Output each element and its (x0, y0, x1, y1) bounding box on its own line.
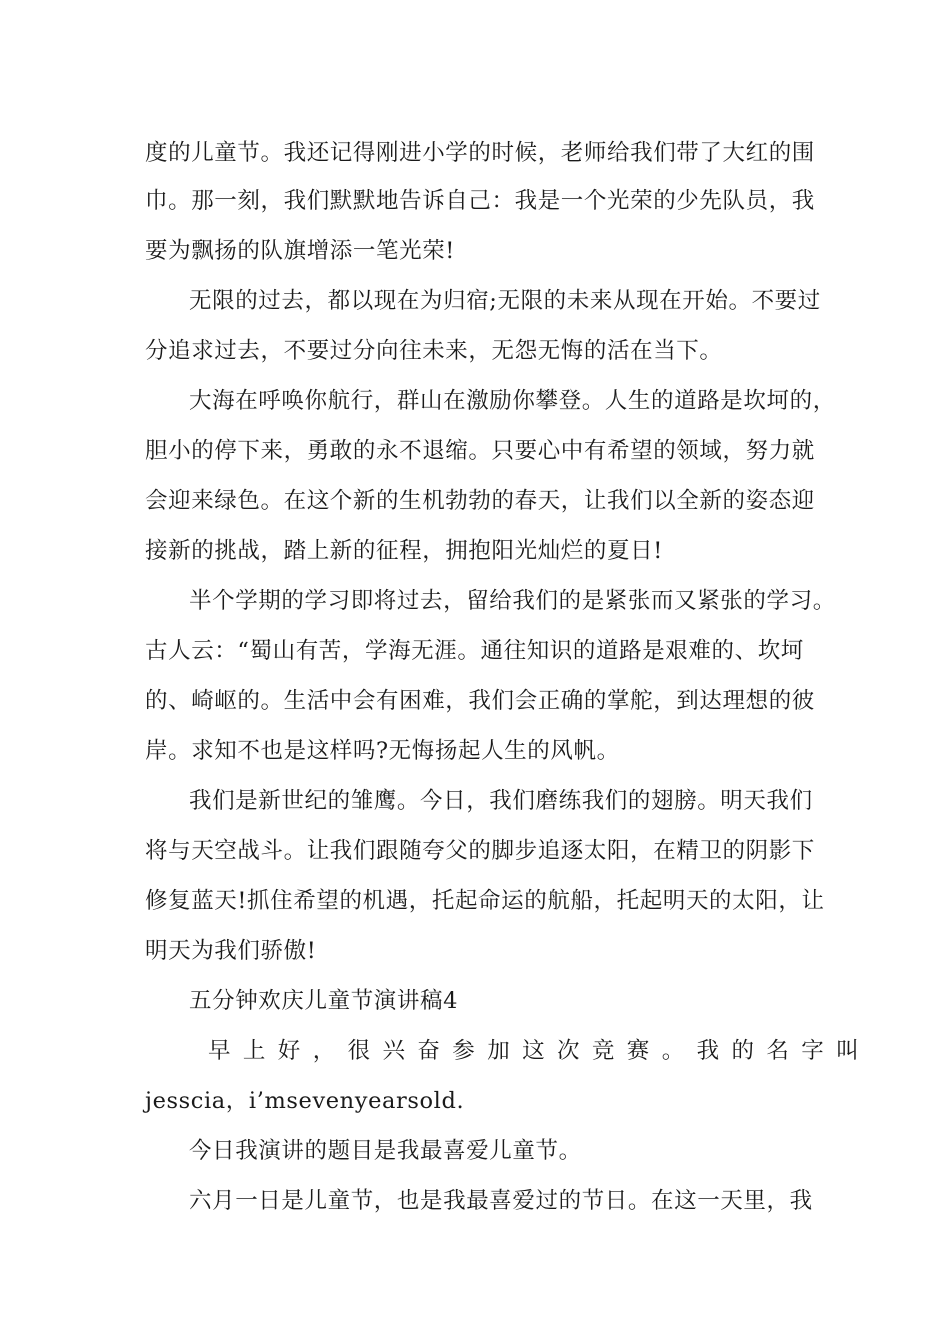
text-line: 分追求过去，不要过分向往未来，无怨无悔的活在当下。 (145, 338, 723, 364)
text-line: 的、崎岖的。生活中会有困难，我们会正确的掌舵，到达理想的彼 (145, 688, 815, 714)
text-line: 修复蓝天!抓住希望的机遇，托起命运的航船，托起明天的太阳，让 (145, 888, 825, 914)
text-line: 大海在呼唤你航行，群山在激励你攀登。人生的道路是坎坷的， (189, 388, 836, 414)
text-line: jesscia，i’msevenyearsold. (145, 1088, 465, 1114)
text-line: 巾。那一刻，我们默默地告诉自己：我是一个光荣的少先队员，我 (145, 188, 815, 214)
text-line: 早上好，很兴奋参加这次竞赛。我的名字叫 (208, 1038, 872, 1064)
text-line: 明天为我们骄傲! (145, 938, 317, 964)
text-line: 无限的过去，都以现在为归宿;无限的未来从现在开始。不要过 (189, 288, 821, 314)
text-line: 半个学期的学习即将过去，留给我们的是紧张而又紧张的学习。 (189, 588, 836, 614)
text-line: 胆小的停下来，勇敢的永不退缩。只要心中有希望的领域，努力就 (145, 438, 815, 464)
text-line: 岸。求知不也是这样吗?无悔扬起人生的风帆。 (145, 738, 620, 764)
text-line: 要为飘扬的队旗增添一笔光荣! (145, 238, 455, 264)
text-line: 古人云：“蜀山有苦，学海无涯。通往知识的道路是艰难的、坎坷 (145, 638, 804, 664)
section-heading: 五分钟欢庆儿童节演讲稿4 (189, 988, 459, 1014)
text-line: 今日我演讲的题目是我最喜爱儿童节。 (189, 1138, 582, 1164)
text-line: 会迎来绿色。在这个新的生机勃勃的春天，让我们以全新的姿态迎 (145, 488, 815, 514)
text-line: 我们是新世纪的雏鹰。今日，我们磨练我们的翅膀。明天我们 (189, 788, 813, 814)
text-line: 将与天空战斗。让我们跟随夸父的脚步追逐太阳，在精卫的阴影下 (145, 838, 815, 864)
text-line: 接新的挑战，踏上新的征程，拥抱阳光灿烂的夏日! (145, 538, 663, 564)
text-line: 六月一日是儿童节，也是我最喜爱过的节日。在这一天里，我 (189, 1188, 813, 1214)
text-line: 度的儿童节。我还记得刚进小学的时候，老师给我们带了大红的围 (145, 140, 815, 166)
